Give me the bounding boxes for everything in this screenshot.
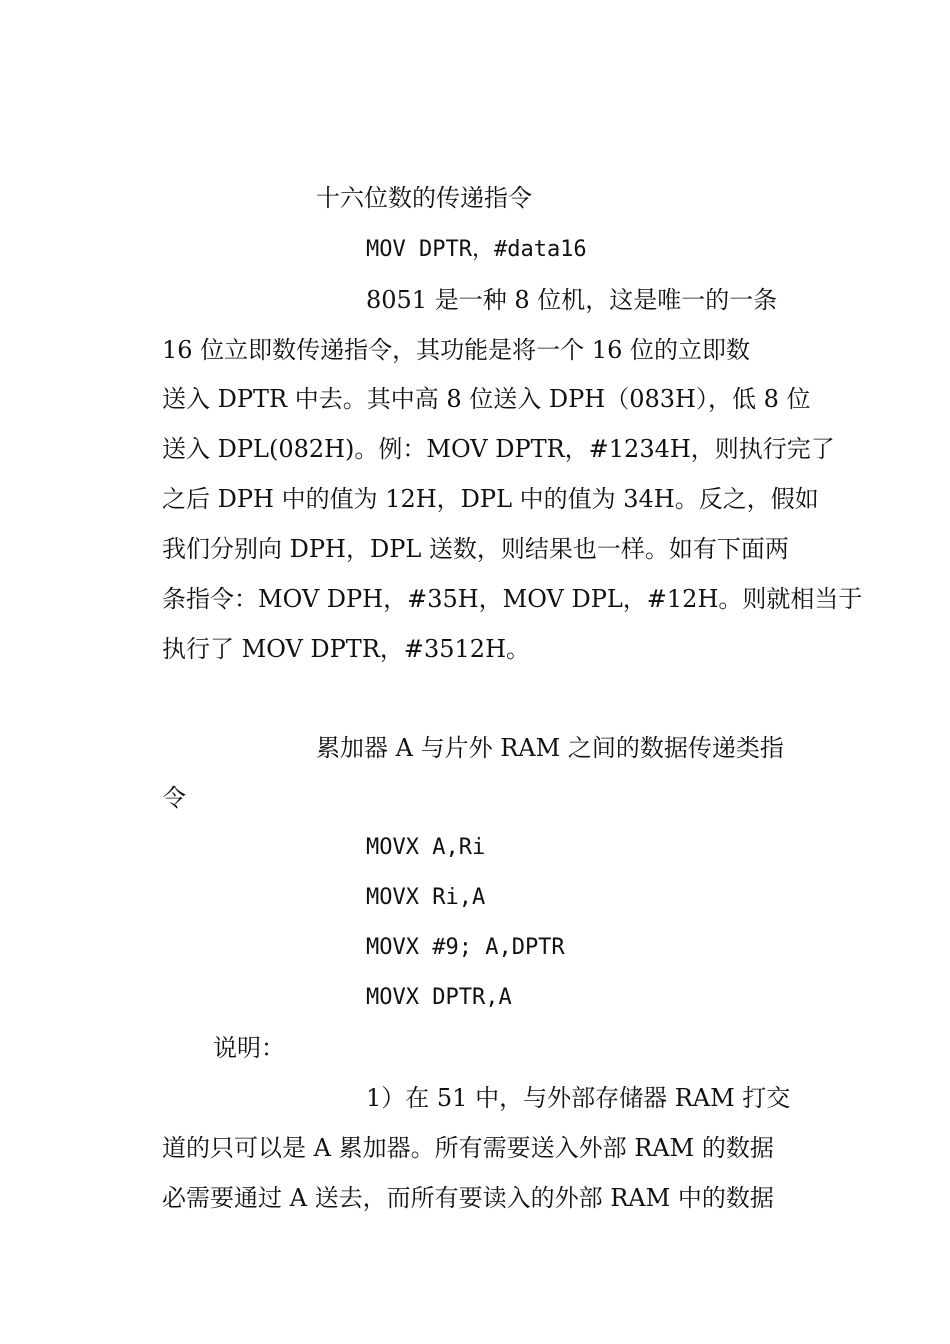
code-line: MOVX DPTR,A — [366, 985, 512, 1010]
section-heading-16bit-transfer: 十六位数的传递指令 — [316, 184, 532, 212]
code-line: MOVX A,Ri — [366, 835, 486, 860]
code-line-mov-dptr: MOV DPTR，#data16 — [366, 237, 587, 262]
note-label: 说明： — [213, 1034, 285, 1062]
paragraph-line: 送入 DPTR 中去。其中高 8 位送入 DPH（083H），低 8 位 — [162, 385, 811, 413]
paragraph-line: 执行了 MOV DPTR，#3512H。 — [162, 635, 531, 663]
section-heading-continuation: 令 — [162, 784, 186, 812]
note-line: 必需要通过 A 送去，而所有要读入的外部 RAM 中的数据 — [162, 1184, 774, 1212]
paragraph-line: 条指令：MOV DPH，#35H，MOV DPL，#12H。则就相当于 — [162, 585, 863, 613]
paragraph-line: 之后 DPH 中的值为 12H，DPL 中的值为 34H。反之，假如 — [162, 485, 819, 513]
paragraph-line: 8051 是一种 8 位机，这是唯一的一条 — [366, 286, 778, 314]
note-line: 1）在 51 中，与外部存储器 RAM 打交 — [366, 1084, 791, 1112]
note-line: 道的只可以是 A 累加器。所有需要送入外部 RAM 的数据 — [162, 1134, 774, 1162]
paragraph-line: 送入 DPL(082H)。例：MOV DPTR，#1234H，则执行完了 — [162, 435, 835, 463]
paragraph-line: 我们分别向 DPH，DPL 送数，则结果也一样。如有下面两 — [162, 535, 789, 563]
paragraph-line: 16 位立即数传递指令，其功能是将一个 16 位的立即数 — [162, 336, 750, 364]
section-heading-external-ram-transfer: 累加器 A 与片外 RAM 之间的数据传递类指 — [316, 734, 784, 762]
code-line: MOVX #9; A,DPTR — [366, 935, 565, 960]
code-line: MOVX Ri,A — [366, 885, 486, 910]
